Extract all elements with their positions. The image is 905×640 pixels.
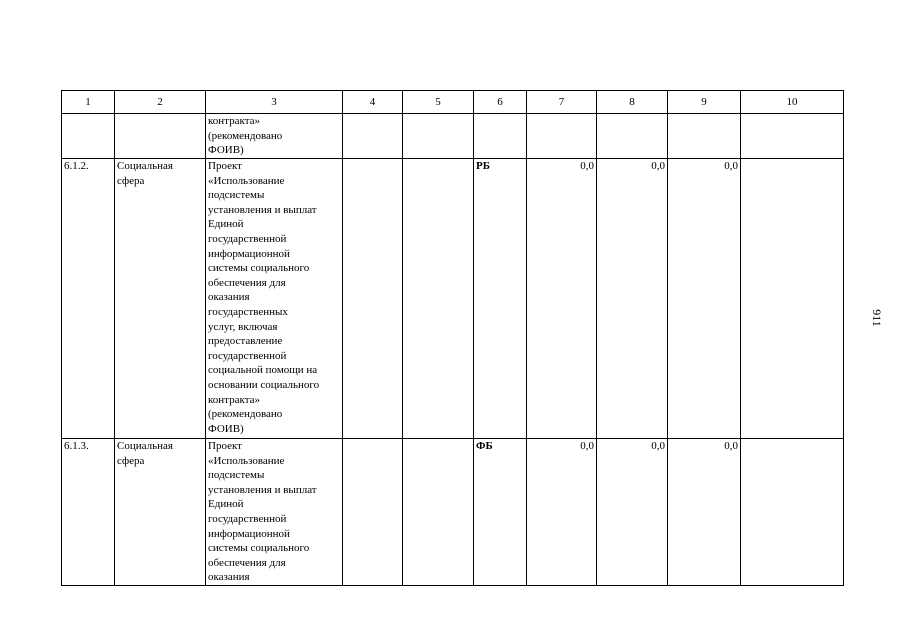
budget-source-cell: ФБ	[474, 439, 527, 586]
column-header: 7	[527, 91, 597, 114]
column-header: 3	[206, 91, 343, 114]
value-cell	[597, 114, 668, 159]
value-cell: 0,0	[527, 159, 597, 439]
sphere-cell: Социальная сфера	[115, 439, 206, 586]
sphere-cell	[115, 114, 206, 159]
table-row	[62, 159, 844, 439]
value-cell: 0,0	[527, 439, 597, 586]
value-cell	[527, 114, 597, 159]
row-number: 6.1.3.	[62, 439, 115, 586]
cell-col10	[741, 159, 844, 439]
column-header: 8	[597, 91, 668, 114]
cell-col4	[343, 439, 403, 586]
page-number: 911	[869, 309, 884, 327]
cell-col4	[343, 114, 403, 159]
cell-col5	[403, 114, 474, 159]
column-header: 9	[668, 91, 741, 114]
table-row	[62, 439, 844, 586]
table-row	[62, 114, 844, 159]
budget-source-cell	[474, 114, 527, 159]
cell-col10	[741, 114, 844, 159]
row-number	[62, 114, 115, 159]
cell-col5	[403, 439, 474, 586]
budget-source-cell: РБ	[474, 159, 527, 439]
column-header: 4	[343, 91, 403, 114]
project-cell: Проект «Использование подсистемы установления и выплат Единой государственной информационной системы социального обеспечения для оказания	[206, 439, 343, 586]
project-cell: контракта» (рекомендовано ФОИВ)	[206, 114, 343, 159]
value-cell: 0,0	[668, 439, 741, 586]
cell-col4	[343, 159, 403, 439]
project-cell: Проект «Использование подсистемы установления и выплат Единой государственной информационной системы социального обеспечения для оказания государственных услуг, включая предоставление государственной социальной помощи на основании социального контракта» (рекомендовано ФОИВ)	[206, 159, 343, 439]
column-header: 6	[474, 91, 527, 114]
column-header: 1	[62, 91, 115, 114]
header-row	[62, 91, 844, 114]
column-header: 10	[741, 91, 844, 114]
document-table	[61, 90, 844, 586]
value-cell: 0,0	[597, 439, 668, 586]
column-header: 2	[115, 91, 206, 114]
value-cell	[668, 114, 741, 159]
value-cell: 0,0	[668, 159, 741, 439]
row-number: 6.1.2.	[62, 159, 115, 439]
value-cell: 0,0	[597, 159, 668, 439]
sphere-cell: Социальная сфера	[115, 159, 206, 439]
column-header: 5	[403, 91, 474, 114]
cell-col5	[403, 159, 474, 439]
cell-col10	[741, 439, 844, 586]
